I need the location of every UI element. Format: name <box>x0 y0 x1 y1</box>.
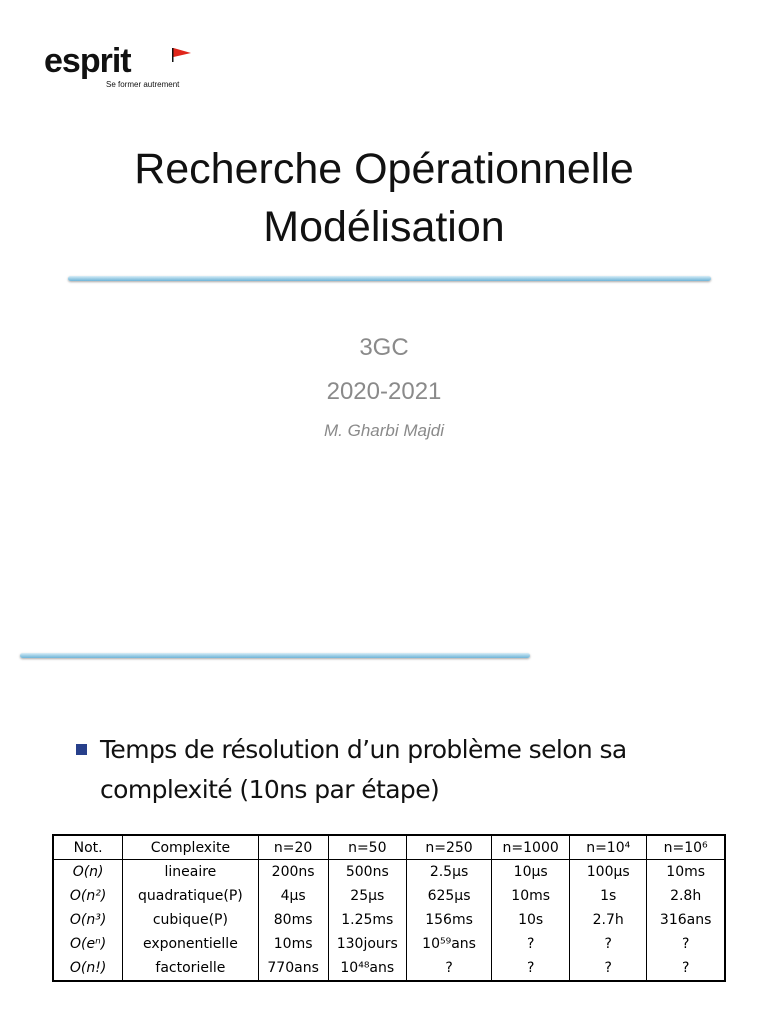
title-line-1: Recherche Opérationnelle <box>134 145 634 193</box>
header-cell: Not. <box>53 835 123 860</box>
table-cell: O(n!) <box>53 956 123 981</box>
table-row <box>53 956 725 981</box>
table-row <box>53 908 725 932</box>
table-cell: ? <box>570 956 647 981</box>
table-cell: 2.8h <box>647 884 725 908</box>
table-cell: 1.25ms <box>328 908 406 932</box>
table-cell: 10μs <box>492 860 570 885</box>
square-bullet-icon <box>76 744 87 755</box>
header-cell: n=50 <box>328 835 406 860</box>
table-cell: 500ns <box>328 860 406 885</box>
author-name: M. Gharbi Majdi <box>324 421 444 440</box>
table-cell: 10s <box>492 908 570 932</box>
table-cell: 10ms <box>492 884 570 908</box>
table-cell: 156ms <box>406 908 491 932</box>
section-divider <box>20 653 530 658</box>
table-row <box>53 860 725 885</box>
header-cell: n=10⁴ <box>570 835 647 860</box>
header-cell: n=250 <box>406 835 491 860</box>
page-title <box>0 140 768 256</box>
table-cell: cubique(P) <box>123 908 258 932</box>
course-code: 3GC <box>359 334 409 361</box>
table-cell: 1s <box>570 884 647 908</box>
header-cell: n=20 <box>258 835 328 860</box>
table-cell: 770ans <box>258 956 328 981</box>
logo-wordmark: esprit <box>44 42 131 80</box>
title-line-2: Modélisation <box>263 203 505 251</box>
table-cell: O(n³) <box>53 908 123 932</box>
title-divider <box>68 276 711 281</box>
header-cell: Complexite <box>123 835 258 860</box>
table-cell: 100μs <box>570 860 647 885</box>
table-cell: 10ms <box>647 860 725 885</box>
table-cell: exponentielle <box>123 932 258 956</box>
table-row <box>53 932 725 956</box>
table-row <box>53 884 725 908</box>
complexity-table <box>52 834 726 982</box>
table-cell: ? <box>570 932 647 956</box>
table-cell: 130jours <box>328 932 406 956</box>
table-cell: O(n²) <box>53 884 123 908</box>
table-cell: 2.7h <box>570 908 647 932</box>
table-cell: lineaire <box>123 860 258 885</box>
table-cell: ? <box>492 932 570 956</box>
header-cell: n=1000 <box>492 835 570 860</box>
table-cell: ? <box>647 932 725 956</box>
table-cell: ? <box>492 956 570 981</box>
table-cell: 4μs <box>258 884 328 908</box>
header-cell: n=10⁶ <box>647 835 725 860</box>
table-cell: 316ans <box>647 908 725 932</box>
table-cell: ? <box>647 956 725 981</box>
esprit-logo <box>44 42 194 90</box>
table-cell: ? <box>406 956 491 981</box>
table-header-row <box>53 835 725 860</box>
table-cell: quadratique(P) <box>123 884 258 908</box>
table-cell: 10⁵⁹ans <box>406 932 491 956</box>
table-cell: 25μs <box>328 884 406 908</box>
bullet-text: Temps de résolution d’un problème selon sa complexité (10ns par étape) <box>100 735 627 804</box>
table-cell: 80ms <box>258 908 328 932</box>
table-cell: factorielle <box>123 956 258 981</box>
table-cell: 10ms <box>258 932 328 956</box>
logo-tagline: Se former autrement <box>106 80 180 89</box>
flag-icon <box>172 48 192 62</box>
table-cell: 2.5μs <box>406 860 491 885</box>
table-cell: O(eⁿ) <box>53 932 123 956</box>
table-cell: 625μs <box>406 884 491 908</box>
academic-year: 2020-2021 <box>326 378 442 405</box>
table-cell: 200ns <box>258 860 328 885</box>
table-cell: O(n) <box>53 860 123 885</box>
table-cell: 10⁴⁸ans <box>328 956 406 981</box>
